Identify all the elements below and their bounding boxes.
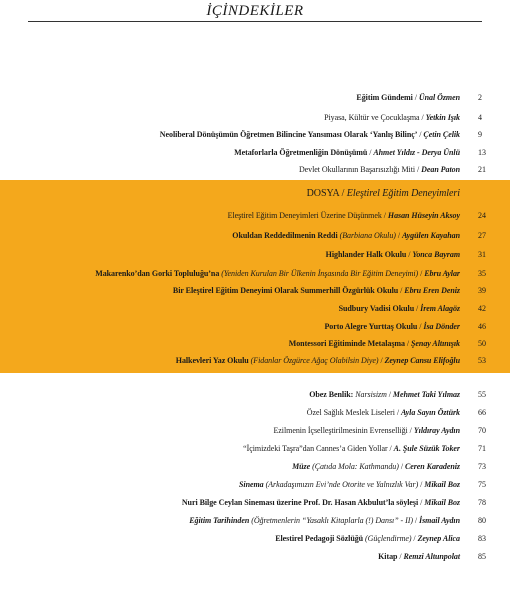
header-divider <box>28 21 482 22</box>
toc-entry[interactable]: Eleştirel Eğitim Deneyimleri Üzerine Düşünmek / Hasan Hüseyin Aksoy <box>227 211 460 220</box>
toc-entry[interactable]: Metaforlarla Öğretmenliğin Dönüşümü / Ahmet Yıldız - Derya Ünlü <box>234 148 460 157</box>
page-number: 2 <box>478 93 482 102</box>
toc-entry[interactable]: Piyasa, Kültür ve Çocuklaşma / Yetkin Işık <box>324 113 460 122</box>
page-number: 83 <box>478 534 486 543</box>
page-number: 46 <box>478 322 486 331</box>
dosya-section <box>0 180 510 373</box>
page-number: 53 <box>478 356 486 365</box>
toc-entry[interactable]: “İçimizdeki Taşra”dan Cannes’a Giden Yollar / A. Şule Süzük Toker <box>243 444 460 453</box>
page-number: 21 <box>478 165 486 174</box>
page-number: 13 <box>478 148 486 157</box>
page-number: 78 <box>478 498 486 507</box>
page-number: 4 <box>478 113 482 122</box>
page-number: 70 <box>478 426 486 435</box>
toc-entry[interactable]: Eğitim Gündemi / Ünal Özmen <box>356 93 460 102</box>
page-header <box>0 0 510 26</box>
toc-entry[interactable]: Bir Eleştirel Eğitim Deneyimi Olarak Summerhill Özgürlük Okulu / Ebru Eren Deniz <box>172 286 460 295</box>
toc-entry[interactable]: Sudbury Vadisi Okulu / İrem Alagöz <box>338 304 460 313</box>
page-number: 66 <box>478 408 486 417</box>
toc-entry[interactable]: Müze (Çatıda Mola: Kathmandu) / Ceren Karadeniz <box>292 462 460 471</box>
toc-entry[interactable]: Neoliberal Dönüşümün Öğretmen Bilincine Yansıması Olarak ‘Yanlış Bilinç’ / Çetin Çelik <box>159 130 460 139</box>
page-number: 75 <box>478 480 486 489</box>
page-number: 39 <box>478 286 486 295</box>
page-number: 9 <box>478 130 482 139</box>
page-number: 24 <box>478 211 486 220</box>
toc-entry[interactable]: Nuri Bilge Ceylan Sineması üzerine Prof. Dr. Hasan Akbulut’la söyleşi / Mikail Boz <box>181 498 460 507</box>
page-title: İÇİNDEKİLER <box>206 3 304 19</box>
toc-entry[interactable]: Highlander Halk Okulu / Yonca Bayram <box>325 250 460 259</box>
dosya-heading: DOSYA / Eleştirel Eğitim Deneyimleri <box>306 188 460 199</box>
toc-entry[interactable]: Elestirel Pedagoji Sözlüğü (Güçlendirme) / Zeynep Alica <box>275 534 460 543</box>
toc-entry[interactable]: Sinema (Arkadaşımızın Evi’nde Otorite ve Yalnızlık Var) / Mikail Boz <box>239 480 460 489</box>
toc-entry[interactable]: Porto Alegre Yurttaş Okulu / İsa Dönder <box>324 322 460 331</box>
page-number: 55 <box>478 390 486 399</box>
page-number: 27 <box>478 231 486 240</box>
toc-entry[interactable]: Eğitim Tarihinden (Öğretmenlerin “Yasaklı Kitaplarla (!) Dansı” - II) / İsmail Aydın <box>189 516 460 525</box>
page-number: 35 <box>478 269 486 278</box>
toc-entry[interactable]: Montessori Eğitiminde Metalaşma / Şenay Altınışık <box>288 339 460 348</box>
page-number: 42 <box>478 304 486 313</box>
page-number: 31 <box>478 250 486 259</box>
toc-entry[interactable]: Makarenko’dan Gorki Topluluğu’na (Yeniden Kurulan Bir Ülkenin İnşasında Bir Eğitim Deneyimi) / Ebru Aylar <box>95 269 460 278</box>
page-number: 50 <box>478 339 486 348</box>
page-number: 71 <box>478 444 486 453</box>
page-number: 73 <box>478 462 486 471</box>
toc-entry[interactable]: Halkevleri Yaz Okulu (Fidanlar Özgürce Ağaç Olabilsin Diye) / Zeynep Cansu Elifoğlu <box>175 356 460 365</box>
page-number: 85 <box>478 552 486 561</box>
toc-entry[interactable]: Kitap / Remzi Altunpolat <box>378 552 460 561</box>
toc-entry[interactable]: Devlet Okullarının Başarısızlığı Miti / Dean Paton <box>298 165 460 174</box>
toc-entry[interactable]: Özel Sağlık Meslek Liseleri / Ayla Sayın Öztürk <box>306 408 460 417</box>
toc-entry[interactable]: Obez Benlik: Narsisizm / Mehmet Taki Yılmaz <box>309 390 460 399</box>
toc-entry[interactable]: Ezilmenin İçselleştirilmesinin Evrenselliği / Yıldıray Aydın <box>273 426 460 435</box>
page-number: 80 <box>478 516 486 525</box>
toc-entry[interactable]: Okuldan Reddedilmenin Reddi (Barbiana Okulu) / Aygülen Kayahan <box>232 231 460 240</box>
